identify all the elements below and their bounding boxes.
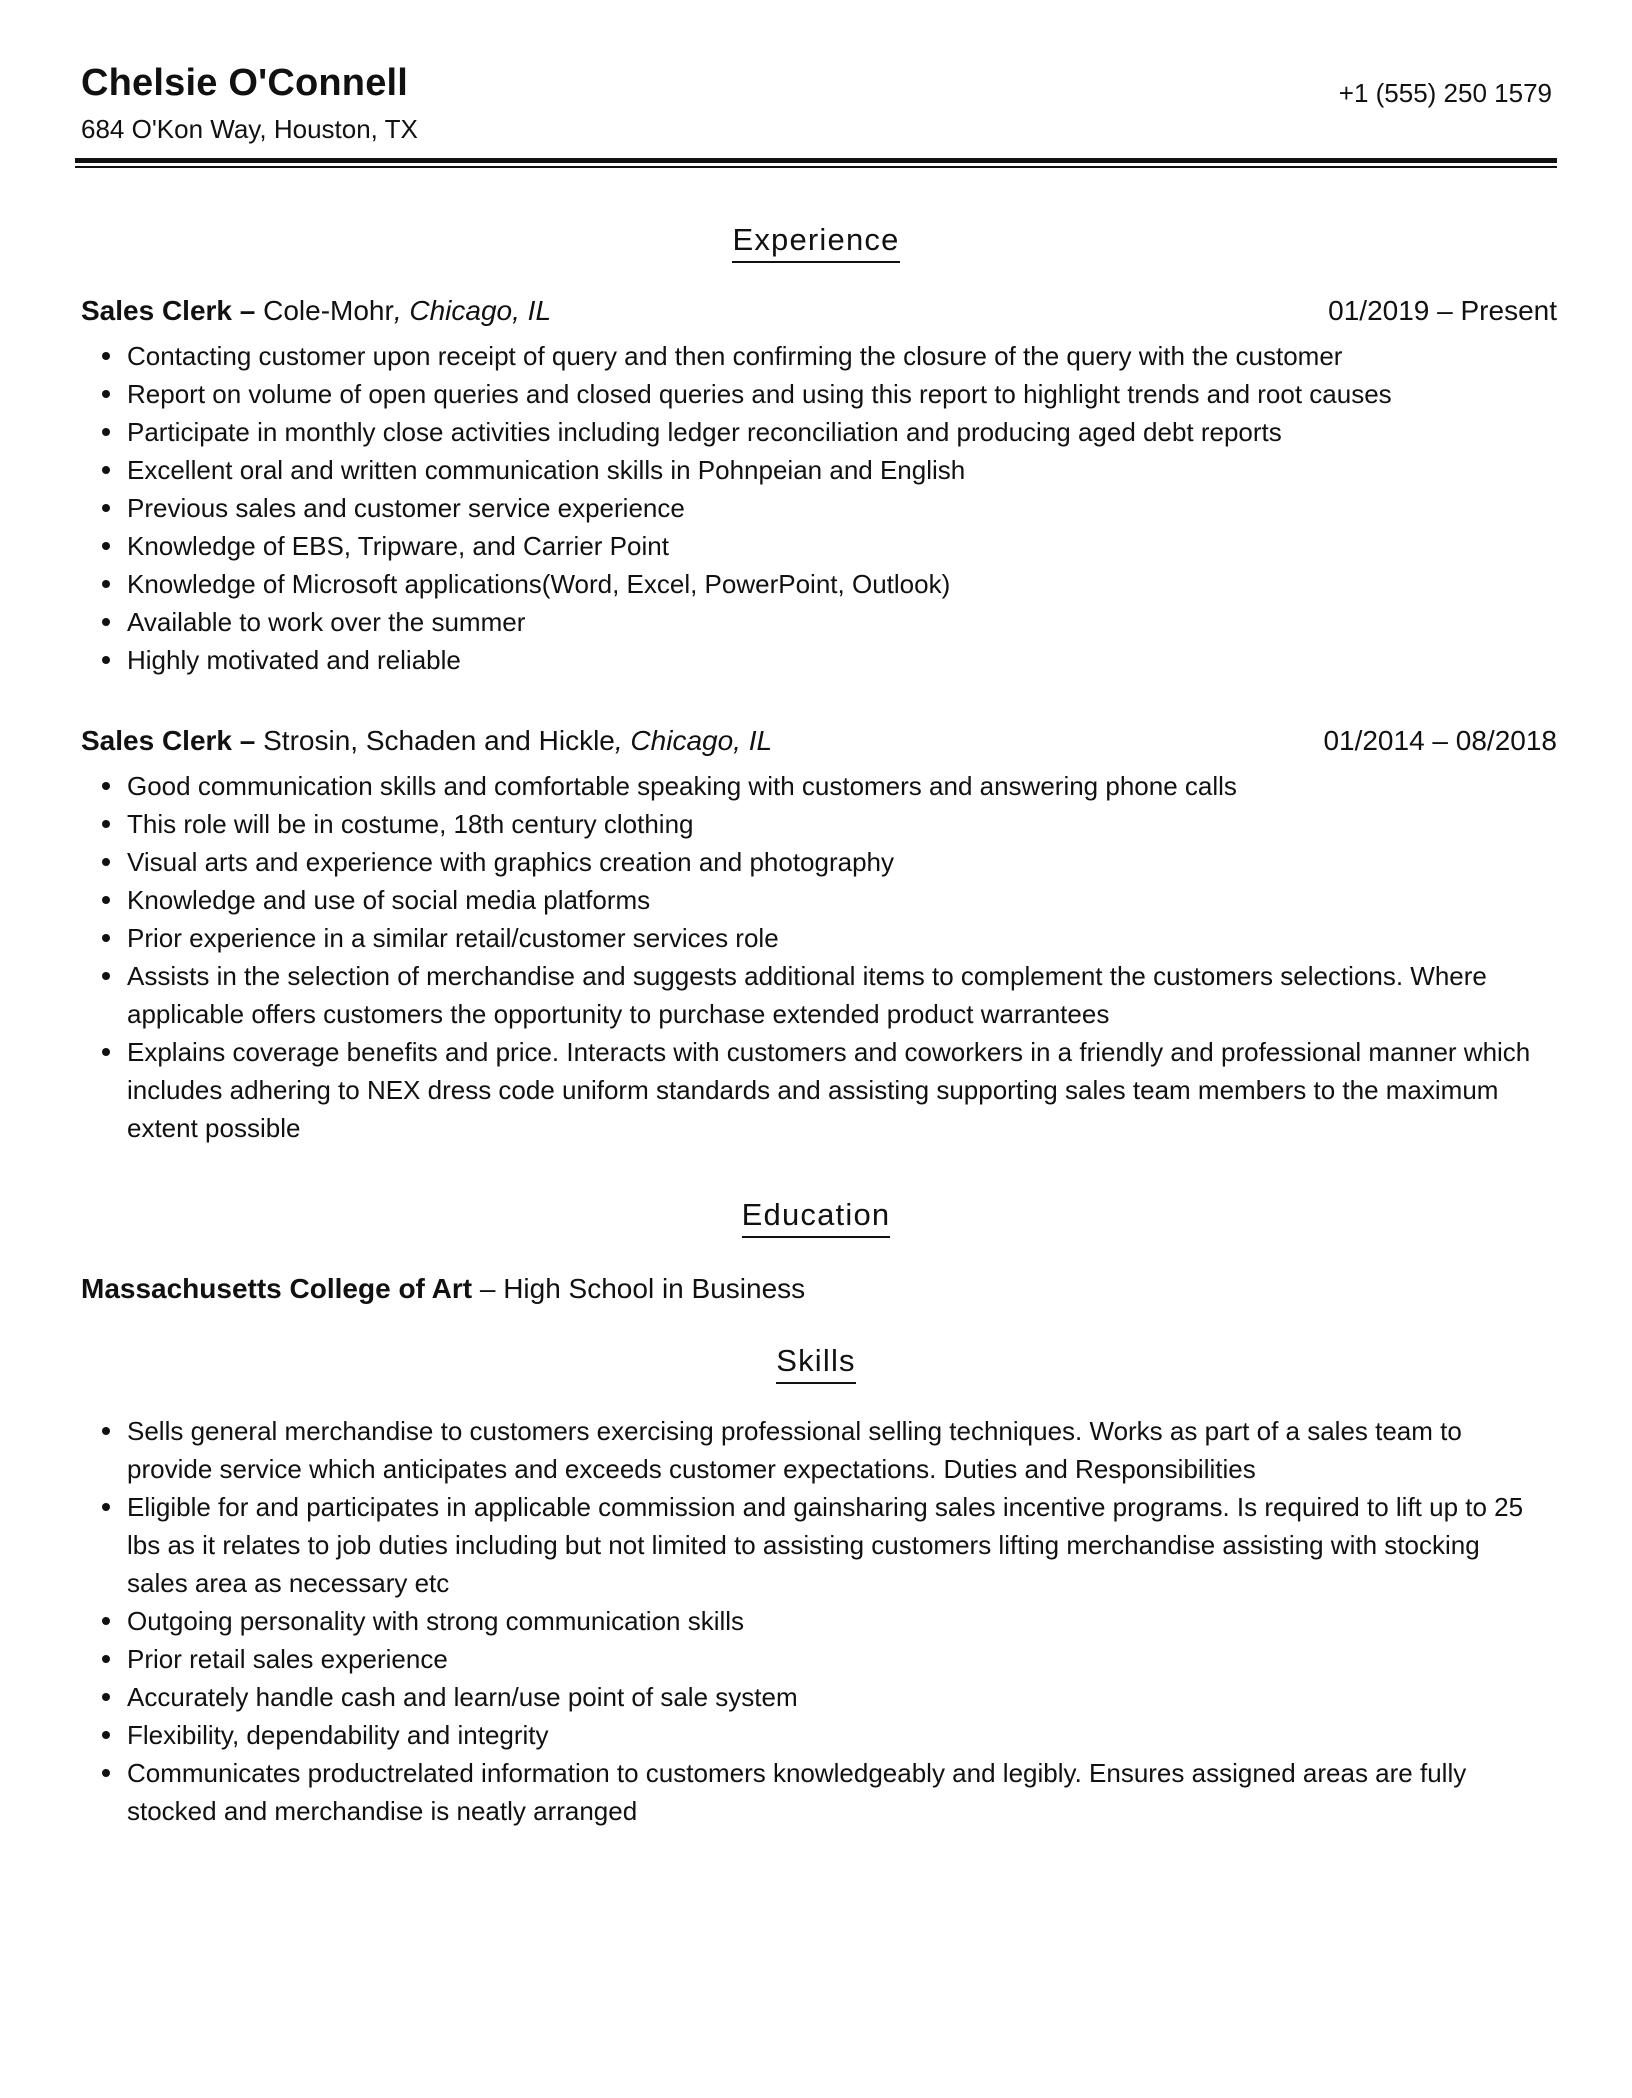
job-2-duties-list (127, 767, 1542, 1147)
list-item: Knowledge of Microsoft applications(Word, Excel, PowerPoint, Outlook) (127, 565, 1542, 603)
list-item: Contacting customer upon receipt of query and then confirming the closure of the query with the customer (127, 337, 1542, 375)
education-heading-text: Education (742, 1197, 891, 1238)
job-dates: 01/2019 – Present (1328, 295, 1557, 326)
list-item: Participate in monthly close activities including ledger reconciliation and producing aged debt reports (127, 413, 1542, 451)
job-location: , Chicago, IL (614, 725, 773, 756)
list-item: Highly motivated and reliable (127, 641, 1542, 679)
education-entry (81, 1273, 805, 1305)
list-item: Available to work over the summer (127, 603, 1542, 641)
job-header-1 (81, 295, 1557, 331)
list-item: Eligible for and participates in applicable commission and gainsharing sales incentive programs. Is required to lift up to 25 lbs as it relates to job duties including but not limited to assisting customers lifting merchandise assisting with stocking sales area as necessary etc (127, 1488, 1542, 1602)
list-item: Knowledge of EBS, Tripware, and Carrier Point (127, 527, 1542, 565)
list-item: Assists in the selection of merchandise and suggests additional items to complement the customers selections. Where applicable offers customers the opportunity to purchase extended product warrantees (127, 957, 1542, 1033)
job-dates: 01/2014 – 08/2018 (1323, 725, 1557, 756)
list-item: Visual arts and experience with graphics creation and photography (127, 843, 1542, 881)
skills-list (127, 1412, 1542, 1830)
list-item: Previous sales and customer service experience (127, 489, 1542, 527)
list-item: Explains coverage benefits and price. Interacts with customers and coworkers in a friendly and professional manner which includes adhering to NEX dress code uniform standards and assisting supporting sales team members to the maximum extent possible (127, 1033, 1542, 1147)
skills-heading-text: Skills (776, 1343, 856, 1384)
list-item: Excellent oral and written communication skills in Pohnpeian and English (127, 451, 1542, 489)
job-title-line (81, 295, 551, 327)
header-divider-thick (75, 158, 1557, 163)
education-heading (0, 1197, 1632, 1238)
experience-heading (0, 222, 1632, 263)
list-item: Good communication skills and comfortable speaking with customers and answering phone calls (127, 767, 1542, 805)
list-item: Prior experience in a similar retail/customer services role (127, 919, 1542, 957)
list-item: Prior retail sales experience (127, 1640, 1542, 1678)
education-degree: – High School in Business (472, 1273, 806, 1304)
experience-heading-text: Experience (732, 222, 899, 263)
job-role: Sales Clerk – (81, 725, 256, 756)
list-item: Knowledge and use of social media platforms (127, 881, 1542, 919)
job-location: , Chicago, IL (393, 295, 552, 326)
list-item: Communicates productrelated information to customers knowledgeably and legibly. Ensures assigned areas are fully stocked and merchandise is neatly arranged (127, 1754, 1542, 1830)
job-header-2 (81, 725, 1557, 761)
candidate-phone: +1 (555) 250 1579 (1338, 78, 1552, 108)
header-divider-thin (75, 166, 1557, 168)
job-company: Cole-Mohr (263, 295, 394, 326)
candidate-address: 684 O'Kon Way, Houston, TX (81, 114, 418, 144)
list-item: This role will be in costume, 18th century clothing (127, 805, 1542, 843)
job-1-duties-list (127, 337, 1542, 679)
list-item: Outgoing personality with strong communication skills (127, 1602, 1542, 1640)
candidate-name: Chelsie O'Connell (81, 62, 409, 104)
list-item: Flexibility, dependability and integrity (127, 1716, 1542, 1754)
job-title-line (81, 725, 772, 757)
list-item: Sells general merchandise to customers exercising professional selling techniques. Works as part of a sales team to provide service which anticipates and exceeds customer expectations. Duties and Responsibilities (127, 1412, 1542, 1488)
education-school: Massachusetts College of Art (81, 1273, 473, 1304)
skills-heading (0, 1343, 1632, 1384)
job-role: Sales Clerk – (81, 295, 256, 326)
list-item: Accurately handle cash and learn/use point of sale system (127, 1678, 1542, 1716)
job-company: Strosin, Schaden and Hickle (263, 725, 615, 756)
list-item: Report on volume of open queries and closed queries and using this report to highlight trends and root causes (127, 375, 1542, 413)
